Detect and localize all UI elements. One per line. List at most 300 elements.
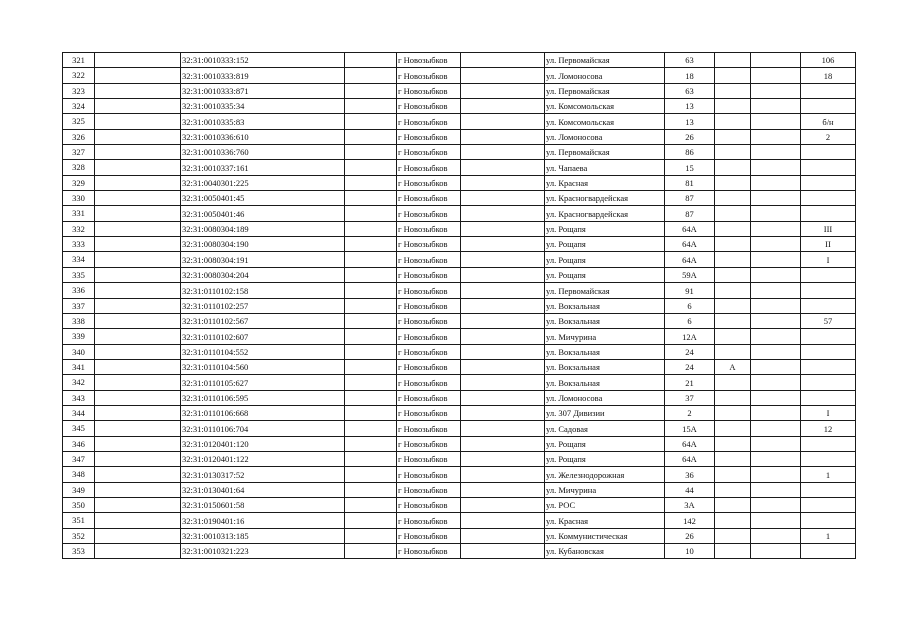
empty-cell — [345, 129, 397, 144]
empty-cell — [345, 359, 397, 374]
house-number: 36 — [665, 467, 715, 482]
table-row — [63, 83, 856, 98]
empty-cell — [95, 451, 181, 466]
empty-cell — [751, 175, 801, 190]
empty-cell — [95, 344, 181, 359]
empty-cell — [461, 221, 545, 236]
house-letter — [715, 436, 751, 451]
flat-number: 2 — [801, 129, 856, 144]
cadastral-number: 32:31:0010333:152 — [181, 53, 345, 68]
empty-cell — [461, 421, 545, 436]
city-cell: г Новозыбков — [397, 68, 461, 83]
empty-cell — [345, 298, 397, 313]
row-number: 346 — [63, 436, 95, 451]
city-cell: г Новозыбков — [397, 451, 461, 466]
street-cell: ул. Рощапя — [545, 267, 665, 282]
empty-cell — [95, 359, 181, 374]
empty-cell — [345, 206, 397, 221]
house-letter — [715, 129, 751, 144]
empty-cell — [95, 482, 181, 497]
table-row — [63, 528, 856, 543]
empty-cell — [461, 329, 545, 344]
table-row — [63, 114, 856, 129]
table-row — [63, 283, 856, 298]
cadastral-number: 32:31:0010336:610 — [181, 129, 345, 144]
flat-number: 1 — [801, 467, 856, 482]
empty-cell — [345, 99, 397, 114]
empty-cell — [95, 436, 181, 451]
empty-cell — [751, 267, 801, 282]
row-number: 330 — [63, 191, 95, 206]
city-cell: г Новозыбков — [397, 329, 461, 344]
empty-cell — [95, 513, 181, 528]
house-number: 24 — [665, 344, 715, 359]
house-number: 6 — [665, 313, 715, 328]
empty-cell — [751, 513, 801, 528]
empty-cell — [345, 513, 397, 528]
city-cell: г Новозыбков — [397, 405, 461, 420]
house-letter — [715, 221, 751, 236]
house-letter — [715, 237, 751, 252]
house-letter — [715, 83, 751, 98]
empty-cell — [461, 145, 545, 160]
row-number: 339 — [63, 329, 95, 344]
city-cell: г Новозыбков — [397, 298, 461, 313]
house-letter — [715, 206, 751, 221]
street-cell: ул. Красная — [545, 513, 665, 528]
house-number: 3А — [665, 497, 715, 512]
city-cell: г Новозыбков — [397, 160, 461, 175]
empty-cell — [345, 451, 397, 466]
empty-cell — [345, 313, 397, 328]
street-cell: ул. Садовая — [545, 421, 665, 436]
flat-number: II — [801, 237, 856, 252]
house-number: 87 — [665, 191, 715, 206]
house-number: 87 — [665, 206, 715, 221]
empty-cell — [461, 160, 545, 175]
cadastral-number: 32:31:0110106:704 — [181, 421, 345, 436]
cadastral-number: 32:31:0130317:52 — [181, 467, 345, 482]
house-number: 15 — [665, 160, 715, 175]
house-letter — [715, 68, 751, 83]
street-cell: ул. Вокзальная — [545, 313, 665, 328]
empty-cell — [461, 83, 545, 98]
empty-cell — [751, 467, 801, 482]
empty-cell — [461, 129, 545, 144]
cadastral-number: 32:31:0010321:223 — [181, 544, 345, 559]
house-number: 26 — [665, 129, 715, 144]
street-cell: ул. Ломоносова — [545, 390, 665, 405]
street-cell: ул. Железнодорожная — [545, 467, 665, 482]
cadastral-number: 32:31:0080304:190 — [181, 237, 345, 252]
empty-cell — [751, 283, 801, 298]
empty-cell — [461, 344, 545, 359]
flat-number — [801, 513, 856, 528]
empty-cell — [345, 436, 397, 451]
flat-number: 18 — [801, 68, 856, 83]
empty-cell — [461, 252, 545, 267]
row-number: 328 — [63, 160, 95, 175]
empty-cell — [95, 544, 181, 559]
empty-cell — [461, 175, 545, 190]
street-cell: ул. 307 Дивизии — [545, 405, 665, 420]
cadastral-number: 32:31:0010333:819 — [181, 68, 345, 83]
row-number: 321 — [63, 53, 95, 68]
house-letter — [715, 175, 751, 190]
street-cell: ул. Ломоносова — [545, 68, 665, 83]
street-cell: ул. Рощапя — [545, 221, 665, 236]
empty-cell — [95, 329, 181, 344]
city-cell: г Новозыбков — [397, 145, 461, 160]
empty-cell — [461, 99, 545, 114]
empty-cell — [751, 68, 801, 83]
flat-number: I — [801, 252, 856, 267]
empty-cell — [461, 206, 545, 221]
table-row — [63, 436, 856, 451]
house-letter — [715, 313, 751, 328]
city-cell: г Новозыбков — [397, 53, 461, 68]
row-number: 336 — [63, 283, 95, 298]
empty-cell — [345, 405, 397, 420]
empty-cell — [461, 313, 545, 328]
empty-cell — [345, 83, 397, 98]
house-letter — [715, 513, 751, 528]
cadastral-number: 32:31:0120401:120 — [181, 436, 345, 451]
cadastral-number: 32:31:0110102:567 — [181, 313, 345, 328]
empty-cell — [461, 267, 545, 282]
empty-cell — [345, 114, 397, 129]
city-cell: г Новозыбков — [397, 544, 461, 559]
empty-cell — [95, 175, 181, 190]
cadastral-number: 32:31:0110104:552 — [181, 344, 345, 359]
table-row — [63, 267, 856, 282]
house-letter — [715, 405, 751, 420]
street-cell: ул. Коммунистическая — [545, 528, 665, 543]
street-cell: ул. Красногвардейская — [545, 191, 665, 206]
empty-cell — [751, 390, 801, 405]
table-row — [63, 421, 856, 436]
flat-number — [801, 83, 856, 98]
row-number: 334 — [63, 252, 95, 267]
empty-cell — [461, 375, 545, 390]
empty-cell — [345, 283, 397, 298]
empty-cell — [345, 390, 397, 405]
empty-cell — [461, 298, 545, 313]
table-row — [63, 129, 856, 144]
empty-cell — [345, 375, 397, 390]
house-number: 63 — [665, 53, 715, 68]
street-cell: ул. Ломоносова — [545, 129, 665, 144]
flat-number — [801, 175, 856, 190]
house-number: 64А — [665, 451, 715, 466]
house-number: 59А — [665, 267, 715, 282]
street-cell: ул. Рощапя — [545, 451, 665, 466]
empty-cell — [461, 405, 545, 420]
cadastral-number: 32:31:0120401:122 — [181, 451, 345, 466]
street-cell: ул. Вокзальная — [545, 344, 665, 359]
empty-cell — [461, 436, 545, 451]
row-number: 331 — [63, 206, 95, 221]
empty-cell — [345, 191, 397, 206]
empty-cell — [751, 482, 801, 497]
city-cell: г Новозыбков — [397, 467, 461, 482]
empty-cell — [461, 53, 545, 68]
house-letter — [715, 160, 751, 175]
house-number: 44 — [665, 482, 715, 497]
table-row — [63, 53, 856, 68]
city-cell: г Новозыбков — [397, 99, 461, 114]
street-cell: ул. Красногвардейская — [545, 206, 665, 221]
city-cell: г Новозыбков — [397, 359, 461, 374]
empty-cell — [751, 451, 801, 466]
flat-number — [801, 497, 856, 512]
house-letter — [715, 390, 751, 405]
row-number: 332 — [63, 221, 95, 236]
empty-cell — [461, 528, 545, 543]
empty-cell — [461, 68, 545, 83]
house-number: 2 — [665, 405, 715, 420]
row-number: 333 — [63, 237, 95, 252]
house-letter — [715, 298, 751, 313]
row-number: 324 — [63, 99, 95, 114]
cadastral-number: 32:31:0080304:204 — [181, 267, 345, 282]
empty-cell — [95, 83, 181, 98]
row-number: 345 — [63, 421, 95, 436]
empty-cell — [751, 436, 801, 451]
city-cell: г Новозыбков — [397, 313, 461, 328]
city-cell: г Новозыбков — [397, 513, 461, 528]
empty-cell — [345, 497, 397, 512]
city-cell: г Новозыбков — [397, 436, 461, 451]
cadastral-number: 32:31:0080304:189 — [181, 221, 345, 236]
empty-cell — [461, 114, 545, 129]
cadastral-number: 32:31:0150601:58 — [181, 497, 345, 512]
house-number: 6 — [665, 298, 715, 313]
house-letter — [715, 421, 751, 436]
house-number: 24 — [665, 359, 715, 374]
street-cell: ул. Мичурина — [545, 482, 665, 497]
empty-cell — [95, 298, 181, 313]
house-number: 13 — [665, 114, 715, 129]
street-cell: ул. Рощапя — [545, 252, 665, 267]
empty-cell — [751, 405, 801, 420]
row-number: 325 — [63, 114, 95, 129]
cadastral-number: 32:31:0110102:607 — [181, 329, 345, 344]
empty-cell — [461, 191, 545, 206]
cadastral-number: 32:31:0010333:871 — [181, 83, 345, 98]
empty-cell — [345, 528, 397, 543]
house-letter — [715, 252, 751, 267]
house-letter — [715, 283, 751, 298]
city-cell: г Новозыбков — [397, 482, 461, 497]
empty-cell — [751, 359, 801, 374]
street-cell: ул. Первомайская — [545, 53, 665, 68]
property-register-table — [62, 52, 856, 559]
table-row — [63, 467, 856, 482]
table-row — [63, 359, 856, 374]
empty-cell — [95, 267, 181, 282]
empty-cell — [95, 283, 181, 298]
house-letter — [715, 191, 751, 206]
house-letter: А — [715, 359, 751, 374]
house-letter — [715, 467, 751, 482]
street-cell: ул. Вокзальная — [545, 298, 665, 313]
empty-cell — [95, 375, 181, 390]
empty-cell — [345, 482, 397, 497]
flat-number — [801, 298, 856, 313]
empty-cell — [751, 544, 801, 559]
table-row — [63, 99, 856, 114]
empty-cell — [461, 482, 545, 497]
empty-cell — [751, 298, 801, 313]
empty-cell — [751, 252, 801, 267]
empty-cell — [345, 145, 397, 160]
empty-cell — [751, 129, 801, 144]
empty-cell — [751, 344, 801, 359]
row-number: 323 — [63, 83, 95, 98]
table-row — [63, 160, 856, 175]
empty-cell — [751, 114, 801, 129]
flat-number — [801, 359, 856, 374]
cadastral-number: 32:31:0080304:191 — [181, 252, 345, 267]
street-cell: ул. Первомайская — [545, 145, 665, 160]
row-number: 343 — [63, 390, 95, 405]
table-row — [63, 390, 856, 405]
empty-cell — [461, 544, 545, 559]
empty-cell — [345, 221, 397, 236]
row-number: 353 — [63, 544, 95, 559]
empty-cell — [461, 451, 545, 466]
flat-number — [801, 329, 856, 344]
empty-cell — [345, 421, 397, 436]
table-row — [63, 175, 856, 190]
empty-cell — [751, 421, 801, 436]
cadastral-number: 32:31:0110105:627 — [181, 375, 345, 390]
flat-number — [801, 206, 856, 221]
row-number: 340 — [63, 344, 95, 359]
row-number: 351 — [63, 513, 95, 528]
table-body — [63, 53, 856, 559]
flat-number — [801, 436, 856, 451]
empty-cell — [461, 513, 545, 528]
empty-cell — [95, 114, 181, 129]
empty-cell — [345, 329, 397, 344]
house-number: 64А — [665, 237, 715, 252]
table-row — [63, 451, 856, 466]
row-number: 350 — [63, 497, 95, 512]
empty-cell — [461, 283, 545, 298]
house-letter — [715, 267, 751, 282]
empty-cell — [751, 497, 801, 512]
house-letter — [715, 528, 751, 543]
row-number: 348 — [63, 467, 95, 482]
city-cell: г Новозыбков — [397, 375, 461, 390]
empty-cell — [751, 83, 801, 98]
flat-number — [801, 544, 856, 559]
row-number: 322 — [63, 68, 95, 83]
empty-cell — [461, 359, 545, 374]
flat-number — [801, 145, 856, 160]
cadastral-number: 32:31:0010335:34 — [181, 99, 345, 114]
cadastral-number: 32:31:0190401:16 — [181, 513, 345, 528]
house-number: 10 — [665, 544, 715, 559]
flat-number — [801, 482, 856, 497]
empty-cell — [751, 329, 801, 344]
house-number: 81 — [665, 175, 715, 190]
house-number: 21 — [665, 375, 715, 390]
row-number: 327 — [63, 145, 95, 160]
table-row — [63, 145, 856, 160]
house-letter — [715, 482, 751, 497]
street-cell: ул. Первомайская — [545, 83, 665, 98]
row-number: 352 — [63, 528, 95, 543]
empty-cell — [95, 405, 181, 420]
table-row — [63, 237, 856, 252]
empty-cell — [345, 344, 397, 359]
row-number: 342 — [63, 375, 95, 390]
empty-cell — [95, 129, 181, 144]
empty-cell — [751, 375, 801, 390]
flat-number — [801, 283, 856, 298]
cadastral-number: 32:31:0110102:257 — [181, 298, 345, 313]
city-cell: г Новозыбков — [397, 206, 461, 221]
flat-number — [801, 344, 856, 359]
city-cell: г Новозыбков — [397, 528, 461, 543]
cadastral-number: 32:31:0010313:185 — [181, 528, 345, 543]
street-cell: ул. Рощапя — [545, 237, 665, 252]
flat-number — [801, 160, 856, 175]
empty-cell — [751, 221, 801, 236]
flat-number — [801, 191, 856, 206]
street-cell: ул. Вокзальная — [545, 375, 665, 390]
row-number: 344 — [63, 405, 95, 420]
house-number: 15А — [665, 421, 715, 436]
flat-number: 12 — [801, 421, 856, 436]
cadastral-number: 32:31:0110104:560 — [181, 359, 345, 374]
empty-cell — [751, 528, 801, 543]
cadastral-number: 32:31:0010337:161 — [181, 160, 345, 175]
flat-number: 57 — [801, 313, 856, 328]
city-cell: г Новозыбков — [397, 497, 461, 512]
empty-cell — [461, 497, 545, 512]
row-number: 326 — [63, 129, 95, 144]
house-number: 18 — [665, 68, 715, 83]
street-cell: ул. Первомайская — [545, 283, 665, 298]
table-row — [63, 298, 856, 313]
house-number: 26 — [665, 528, 715, 543]
empty-cell — [95, 206, 181, 221]
empty-cell — [751, 53, 801, 68]
street-cell: ул. Красная — [545, 175, 665, 190]
house-letter — [715, 375, 751, 390]
empty-cell — [345, 68, 397, 83]
empty-cell — [95, 528, 181, 543]
street-cell: ул. Чапаева — [545, 160, 665, 175]
house-number: 64А — [665, 436, 715, 451]
cadastral-number: 32:31:0040301:225 — [181, 175, 345, 190]
city-cell: г Новозыбков — [397, 83, 461, 98]
house-letter — [715, 544, 751, 559]
empty-cell — [751, 206, 801, 221]
house-letter — [715, 114, 751, 129]
city-cell: г Новозыбков — [397, 237, 461, 252]
row-number: 341 — [63, 359, 95, 374]
city-cell: г Новозыбков — [397, 191, 461, 206]
table-row — [63, 252, 856, 267]
street-cell: ул. РОС — [545, 497, 665, 512]
cadastral-number: 32:31:0130401:64 — [181, 482, 345, 497]
empty-cell — [95, 313, 181, 328]
